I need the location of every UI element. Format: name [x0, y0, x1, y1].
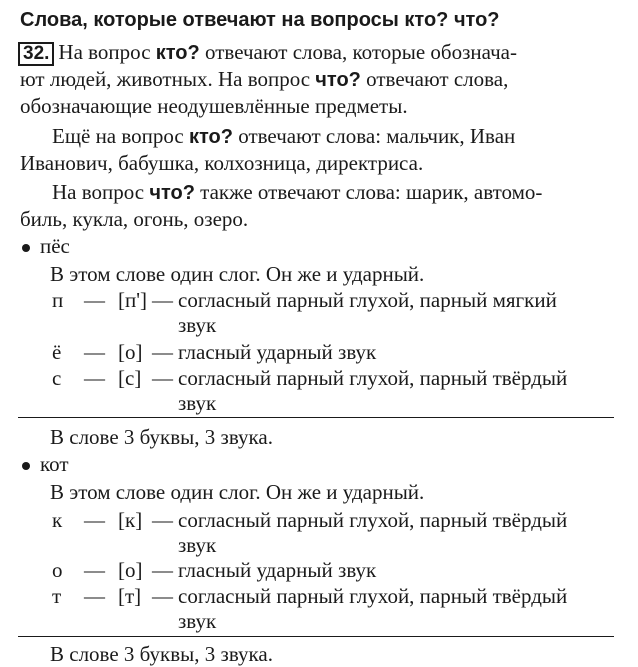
letter: о	[52, 558, 63, 582]
text: ют людей, животных. На вопрос	[20, 67, 316, 91]
paragraph-1-line-3: обозначающие неодушевлённые предметы.	[20, 94, 408, 118]
paragraph-3-line-2: биль, кукла, огонь, озеро.	[20, 207, 249, 231]
question-word-kto: кто?	[188, 126, 233, 148]
question-word-chto: что?	[149, 182, 195, 204]
dash: —	[152, 558, 173, 582]
divider-rule	[18, 636, 614, 637]
text: На вопрос	[52, 180, 150, 204]
dash: —	[152, 584, 173, 608]
page-title: Слова, которые отвечают на вопросы кто? что?	[20, 9, 500, 31]
text: также отвечают слова: шарик, автомо-	[194, 180, 543, 204]
sound-description: согласный парный глухой, парный твёрдый	[178, 366, 568, 390]
sound-transcription: [п']	[118, 288, 148, 312]
paragraph-1-line-2	[20, 67, 508, 92]
sound-description: гласный ударный звук	[178, 340, 377, 364]
dash: —	[84, 340, 105, 364]
sound-description-continued: звук	[178, 391, 217, 415]
letter: с	[52, 366, 62, 390]
sound-description-continued: звук	[178, 313, 217, 337]
paragraph-3-line-1	[52, 180, 542, 205]
sound-description: гласный ударный звук	[178, 558, 377, 582]
sound-description: согласный парный глухой, парный твёрдый	[178, 584, 568, 608]
question-word-chto: что?	[315, 69, 361, 91]
analyzed-word: кот	[40, 452, 69, 476]
letter: т	[52, 584, 62, 608]
text: отвечают слова: мальчик, Иван	[232, 124, 516, 148]
bullet-icon	[22, 462, 30, 470]
paragraph-2-line-2: Иванович, бабушка, колхозница, директриса.	[20, 151, 424, 175]
text: отвечают слова,	[360, 67, 509, 91]
dash: —	[84, 558, 105, 582]
sound-transcription: [о]	[118, 558, 143, 582]
syllable-note: В этом слове один слог. Он же и ударный.	[50, 262, 425, 286]
word-summary: В слове 3 буквы, 3 звука.	[50, 642, 273, 666]
sound-description: согласный парный глухой, парный твёрдый	[178, 508, 568, 532]
sound-transcription: [с]	[118, 366, 142, 390]
text: отвечают слова, которые обознача-	[199, 40, 517, 64]
bullet-icon	[22, 244, 30, 252]
paragraph-2-line-1	[52, 124, 515, 149]
question-word-kto: кто?	[155, 42, 200, 64]
text: На вопрос	[58, 40, 156, 64]
paragraph-1-line-1	[18, 40, 517, 66]
dash: —	[84, 288, 105, 312]
dash: —	[84, 508, 105, 532]
sound-description-continued: звук	[178, 609, 217, 633]
sound-transcription: [к]	[118, 508, 143, 532]
letter: к	[52, 508, 63, 532]
letter: п	[52, 288, 64, 312]
sound-description: согласный парный глухой, парный мягкий	[178, 288, 557, 312]
dash: —	[152, 508, 173, 532]
letter: ё	[52, 340, 62, 364]
exercise-number: 32.	[18, 42, 54, 66]
word-summary: В слове 3 буквы, 3 звука.	[50, 425, 273, 449]
sound-description-continued: звук	[178, 533, 217, 557]
dash: —	[84, 366, 105, 390]
analyzed-word: пёс	[40, 234, 70, 258]
text: Ещё на вопрос	[52, 124, 189, 148]
sound-transcription: [т]	[118, 584, 142, 608]
dash: —	[152, 288, 173, 312]
syllable-note: В этом слове один слог. Он же и ударный.	[50, 480, 425, 504]
dash: —	[152, 366, 173, 390]
divider-rule	[18, 417, 614, 418]
dash: —	[84, 584, 105, 608]
dash: —	[152, 340, 173, 364]
sound-transcription: [о]	[118, 340, 143, 364]
